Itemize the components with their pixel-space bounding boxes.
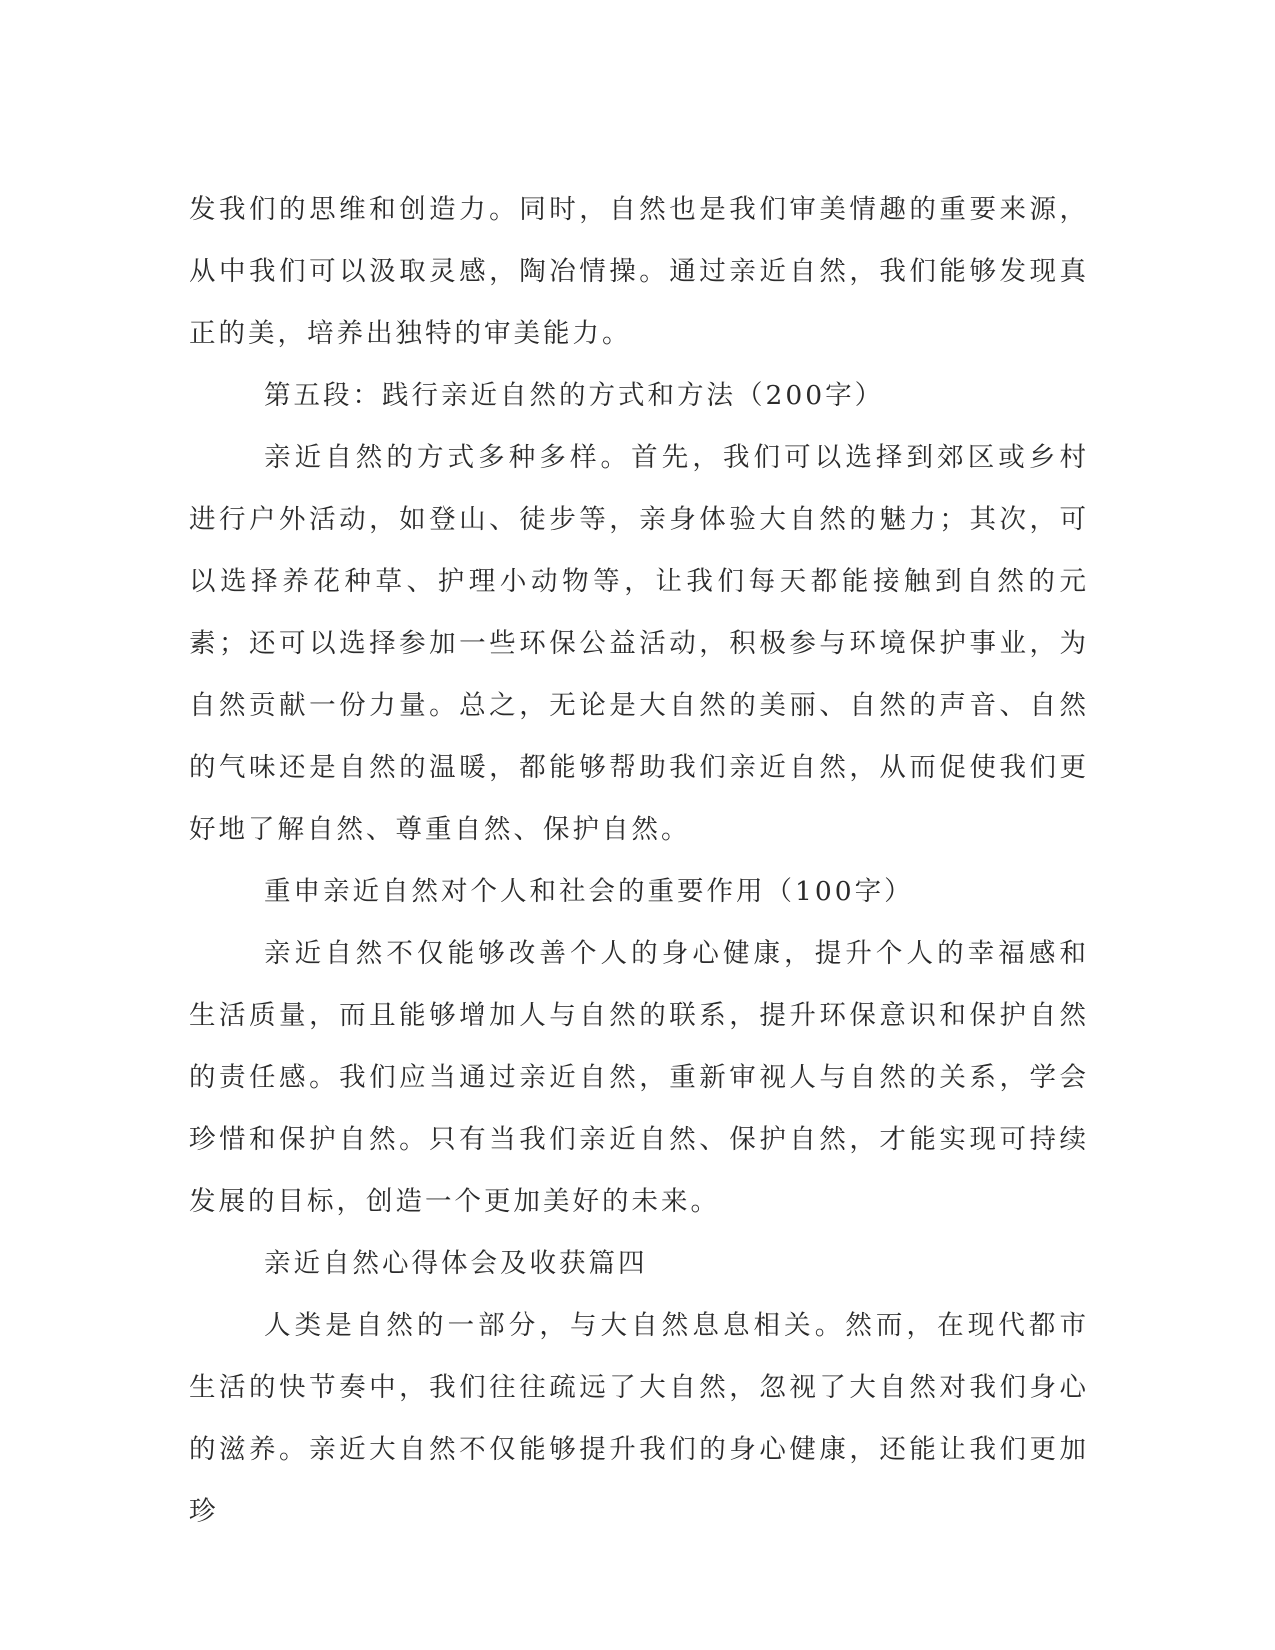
paragraph-intro: 人类是自然的一部分，与大自然息息相关。然而，在现代都市生活的快节奏中，我们往往疏远了大自然，忽视了大自然对我们身心的滋养。亲近大自然不仅能够提升我们的身心健康，还能让我们更加珍 [189,1310,1089,1527]
article-title-part-four: 亲近自然心得体会及收获篇四 [264,1248,648,1279]
paragraph-importance: 亲近自然不仅能够改善个人的身心健康，提升个人的幸福感和生活质量，而且能够增加人与自然的联系，提升环保意识和保护自然的责任感。我们应当通过亲近自然，重新审视人与自然的关系，学会珍惜和保护自然。只有当我们亲近自然、保护自然，才能实现可持续发展的目标，创造一个更加美好的未来。 [189,938,1089,1217]
document-body [189,179,1089,1543]
paragraph-continuation: 发我们的思维和创造力。同时，自然也是我们审美情趣的重要来源，从中我们可以汲取灵感，陶冶情操。通过亲近自然，我们能够发现真正的美，培养出独特的审美能力。 [189,194,1089,349]
section-heading-restate: 重申亲近自然对个人和社会的重要作用（100字） [264,876,914,907]
paragraph-methods: 亲近自然的方式多种多样。首先，我们可以选择到郊区或乡村进行户外活动，如登山、徒步等，亲身体验大自然的魅力；其次，可以选择养花种草、护理小动物等，让我们每天都能接触到自然的元素；还可以选择参加一些环保公益活动，积极参与环境保护事业，为自然贡献一份力量。总之，无论是大自然的美丽、自然的声音、自然的气味还是自然的温暖，都能够帮助我们亲近自然，从而促使我们更好地了解自然、尊重自然、保护自然。 [189,442,1089,845]
section-heading-fifth: 第五段：践行亲近自然的方式和方法（200字） [264,380,885,411]
